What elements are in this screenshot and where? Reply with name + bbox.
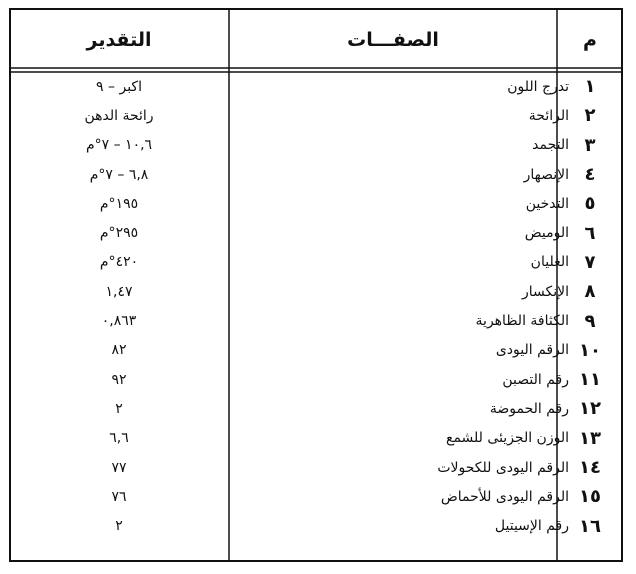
row-property: التجمد [532, 137, 569, 154]
row-property: التدخين [525, 195, 569, 212]
table-row [9, 248, 623, 277]
row-value: ٢٩٥°م [99, 225, 139, 242]
row-property: الوميض [524, 225, 569, 242]
row-number: ١٦ [579, 515, 601, 537]
table-row [9, 424, 623, 453]
table-row [9, 277, 623, 306]
row-number: ١٢ [579, 398, 601, 420]
header-property: الصفـــات [347, 29, 439, 51]
row-number: ١٠ [579, 339, 601, 361]
row-number: ٧ [584, 251, 596, 273]
table-row [9, 394, 623, 423]
row-value: ١٠,٦ – ٧°م [85, 137, 153, 154]
header-value: التقدير [86, 29, 152, 51]
table-row [9, 72, 623, 101]
table-row [9, 306, 623, 335]
row-value: رائحة الدهن [84, 107, 154, 124]
row-property: تدرج اللون [507, 78, 569, 95]
row-value: ٠,٨٦٣ [101, 313, 137, 330]
row-number: ٥ [584, 193, 596, 215]
row-number: ٤ [584, 164, 596, 186]
row-value: ٩٢ [111, 371, 127, 388]
table-body [9, 72, 623, 541]
row-number: ١٥ [579, 486, 601, 508]
row-number: ١ [584, 76, 596, 98]
row-value: ٢ [115, 400, 123, 417]
table-row [9, 511, 623, 540]
row-property: الوزن الجزيئى للشمع [446, 430, 569, 447]
row-number: ١١ [579, 369, 601, 391]
table-row [9, 482, 623, 511]
row-property: رقم الحموضة [489, 400, 569, 417]
row-value: ٤٢٠°م [99, 254, 139, 271]
row-value: ٦,٨ – ٧°م [89, 166, 149, 183]
table-row [9, 336, 623, 365]
table-row [9, 365, 623, 394]
row-number: ١٣ [579, 427, 601, 449]
row-value: ٦,٦ [109, 430, 129, 447]
row-number: ٢ [584, 105, 596, 127]
properties-table [9, 8, 623, 562]
row-property: رقم التصبن [502, 371, 569, 388]
row-number: ٨ [584, 281, 596, 303]
row-value: ١,٤٧ [105, 283, 133, 300]
table-row [9, 131, 623, 160]
row-property: الرقم اليودى [495, 342, 569, 359]
table-row [9, 189, 623, 218]
row-property: الإنكسار [521, 283, 569, 300]
row-value: ٨٢ [111, 342, 127, 359]
table-row [9, 218, 623, 247]
row-value: ٢ [115, 518, 123, 535]
row-value: اكبر – ٩ [96, 78, 142, 95]
row-property: الإنصهار [523, 166, 569, 183]
row-number: ١٤ [579, 457, 601, 478]
row-number: ٣ [584, 134, 596, 156]
row-value: ٧٦ [111, 488, 127, 505]
row-value: ٧٧ [111, 459, 127, 476]
row-property: رقم الإسيتيل [494, 518, 569, 535]
row-property: الرقم اليودى للكحولات [437, 459, 569, 476]
row-value: ١٩٥°م [99, 195, 139, 212]
row-property: الكثافة الظاهرية [475, 313, 569, 330]
table-row [9, 160, 623, 189]
row-number: ٩ [584, 310, 596, 332]
row-number: ٦ [584, 222, 596, 244]
table-row [9, 101, 623, 130]
table-row [9, 453, 623, 482]
header-number: م [583, 29, 597, 51]
row-property: الرائحة [528, 107, 569, 124]
row-property: الرقم اليودى للأحماض [440, 488, 569, 505]
row-property: الغليان [530, 254, 569, 271]
